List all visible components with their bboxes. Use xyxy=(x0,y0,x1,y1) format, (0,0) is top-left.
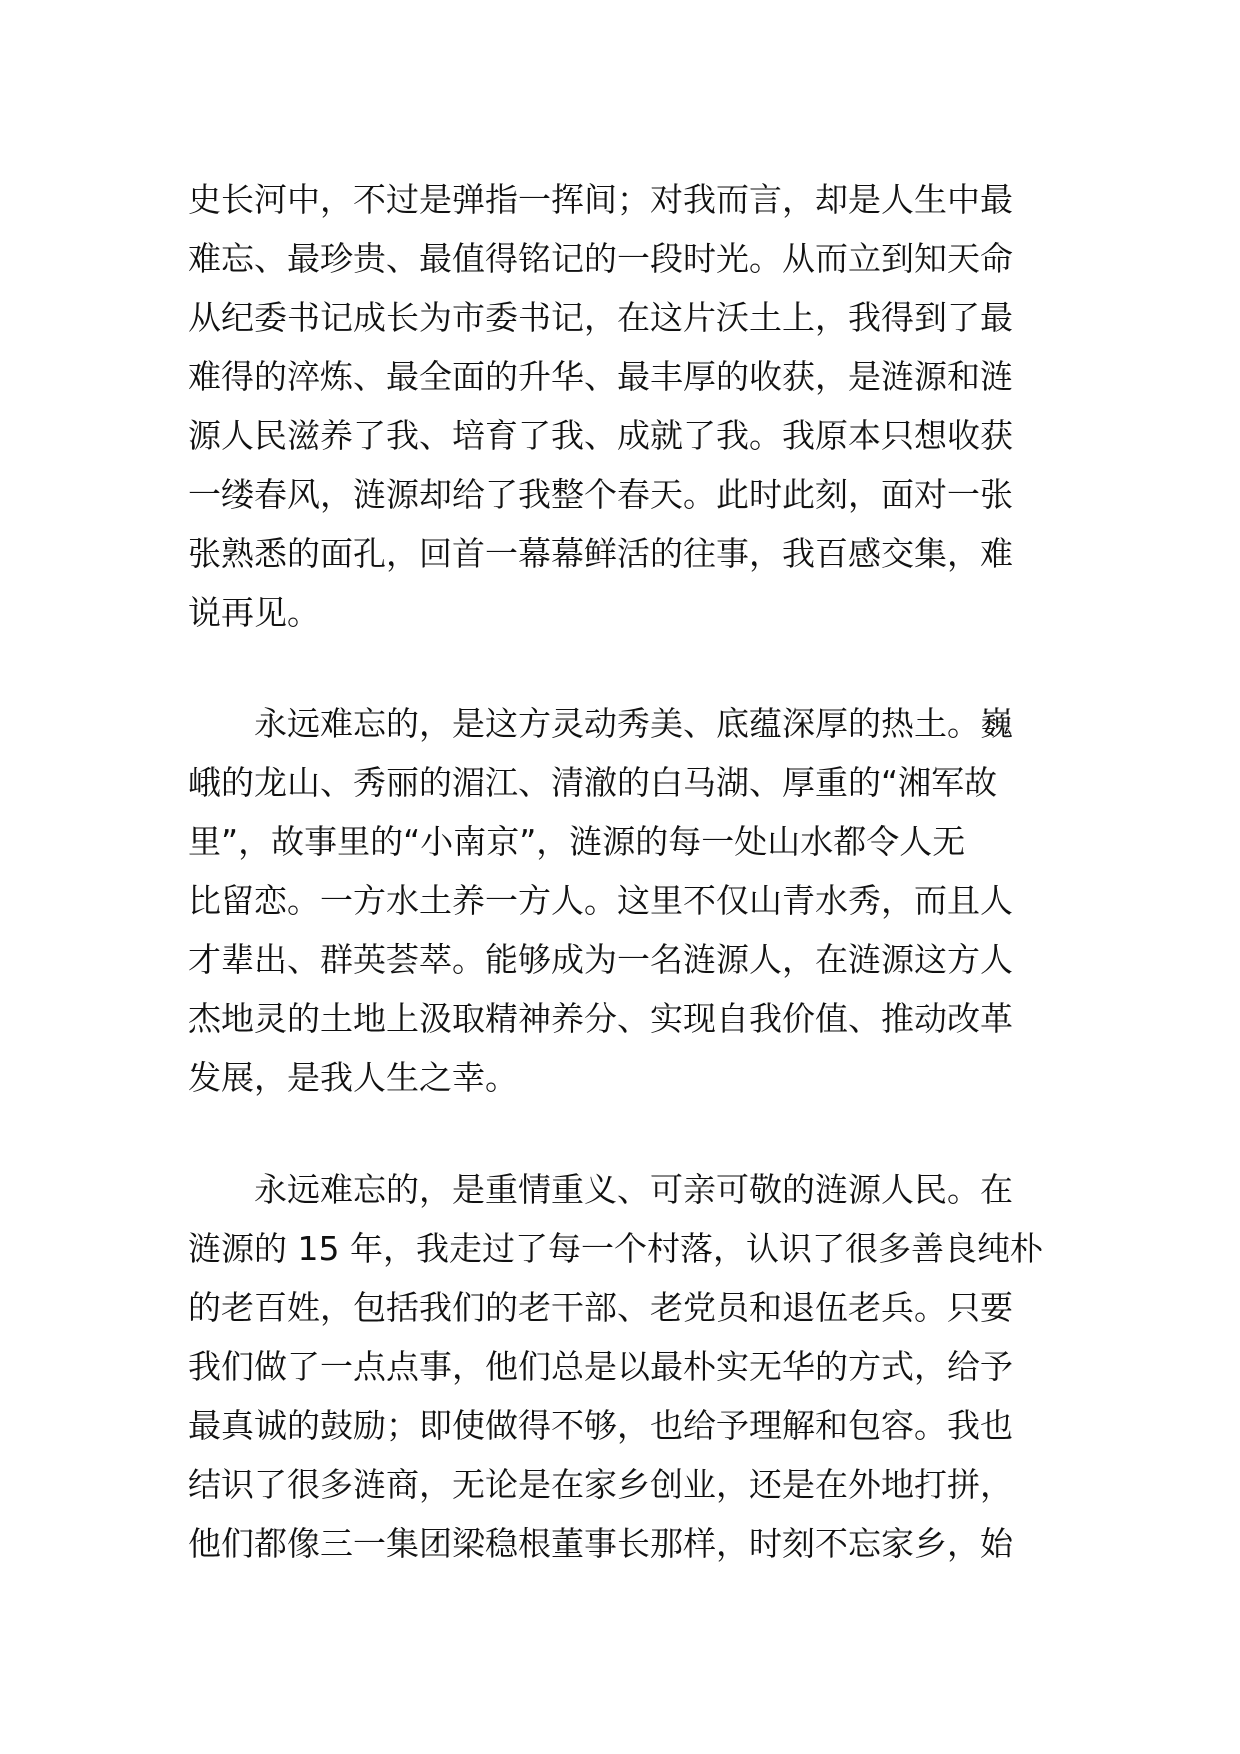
text-line: 峨的龙山、秀丽的湄江、清澈的白马湖、厚重的“湘军故 xyxy=(188,763,998,802)
text-line: 源人民滋养了我、培育了我、成就了我。我原本只想收获 xyxy=(188,416,1013,455)
text-line: 永远难忘的，是这方灵动秀美、底蕴深厚的热土。巍 xyxy=(254,704,1013,743)
text-line: 永远难忘的，是重情重义、可亲可敬的涟源人民。在 xyxy=(254,1170,1013,1209)
text-line: 史长河中，不过是弹指一挥间；对我而言，却是人生中最 xyxy=(188,180,1013,219)
text-line: 杰地灵的土地上汲取精神养分、实现自我价值、推动改革 xyxy=(188,999,1013,1038)
text-line: 才辈出、群英荟萃。能够成为一名涟源人，在涟源这方人 xyxy=(188,940,1013,979)
text-line: 他们都像三一集团梁稳根董事长那样，时刻不忘家乡，始 xyxy=(188,1524,1013,1563)
text-line: 结识了很多涟商，无论是在家乡创业，还是在外地打拼， xyxy=(188,1465,1013,1504)
text-line: 的老百姓，包括我们的老干部、老党员和退伍老兵。只要 xyxy=(188,1288,1013,1327)
text-line: 说再见。 xyxy=(188,593,320,632)
text-line: 最真诚的鼓励；即使做得不够，也给予理解和包容。我也 xyxy=(188,1406,1013,1445)
text-line: 难忘、最珍贵、最值得铭记的一段时光。从而立到知天命 xyxy=(188,239,1013,278)
text-line: 里”，故事里的“小南京”，涟源的每一处山水都令人无 xyxy=(188,822,966,861)
text-line: 张熟悉的面孔，回首一幕幕鲜活的往事，我百感交集，难 xyxy=(188,534,1013,573)
paragraph-continuation xyxy=(188,170,1058,642)
paragraph-land xyxy=(188,694,1058,1107)
text-line: 涟源的 15 年，我走过了每一个村落，认识了很多善良纯朴 xyxy=(188,1229,1043,1268)
text-line: 从纪委书记成长为市委书记，在这片沃土上，我得到了最 xyxy=(188,298,1013,337)
text-line: 一缕春风，涟源却给了我整个春天。此时此刻，面对一张 xyxy=(188,475,1013,514)
text-line: 难得的淬炼、最全面的升华、最丰厚的收获，是涟源和涟 xyxy=(188,357,1013,396)
text-line: 发展，是我人生之幸。 xyxy=(188,1058,518,1097)
paragraph-people xyxy=(188,1160,1058,1573)
text-line: 我们做了一点点事，他们总是以最朴实无华的方式，给予 xyxy=(188,1347,1013,1386)
text-line: 比留恋。一方水土养一方人。这里不仅山青水秀，而且人 xyxy=(188,881,1013,920)
